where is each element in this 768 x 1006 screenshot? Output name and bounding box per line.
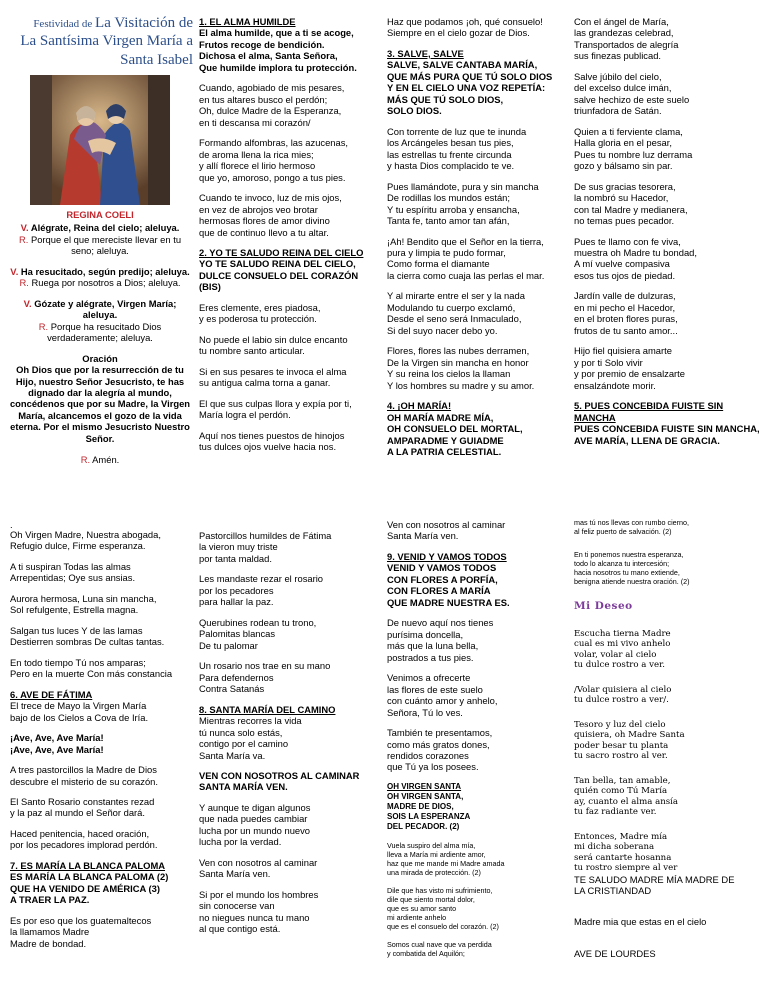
song-8-stanza: Ven con nosotros al caminar Santa María ven. (199, 856, 318, 880)
stanza: Aurora hermosa, Luna sin mancha, Sol refulgente, Estrella magna. (10, 592, 157, 616)
song-2-stanza: Si en sus pesares te invoca el alma su antigua calma torna a ganar. (199, 365, 347, 389)
song-4-stanza: De sus gracias tesorera, la nombró su Hacedor, con tal Madre y medianera, no temas pues pecador. (574, 180, 688, 227)
mi-deseo-stanza: Escucha tierna Madre cual es mi vivo anhelo volar, volar al cielo tu dulce rostro a ver. (574, 628, 671, 671)
mi-deseo-stanza: Tesoro y luz del cielo quisiera, oh Madre Santa poder besar tu planta tu sacro rostro al ver. (574, 719, 685, 762)
column-songs-4-5 (574, 16, 762, 486)
virgen-santa-stanza: Somos cual nave que va perdida y combatida del Aquilón; (387, 939, 492, 958)
song-7-stanza: Pastorcillos humildes de Fátima la vieron muy triste por tanta maldad. (199, 530, 332, 564)
song-3-heading: 3. SALVE, SALVE (387, 47, 464, 59)
visitation-painting-image (30, 75, 170, 205)
song-3-stanza: Pues llamándote, pura y sin mancha De rodillas los mundos están; Y tu espíritu arroba y ensancha, Tanta fe, tanto amor tan afán, (387, 180, 539, 227)
amen-text: Amén. (90, 454, 120, 466)
song-7-stanza: Un rosario nos trae en su mano Para defendernos Contra Satanás (199, 660, 331, 695)
visitation-painting-icon (30, 75, 170, 205)
song-7-stanza: Querubines rodean tu trono, Palomitas blancas De tu palomar (199, 616, 317, 651)
song-4-stanza: Con el ángel de María, las grandezas celebrad, Transportados de alegría sus finezas publicad. (574, 16, 679, 62)
response-text: Porque el que mereciste llevar en tu seno; aleluya. (28, 233, 182, 257)
response-text: Ruega por nosotros a Dios; aleluya. (28, 277, 181, 289)
song-9-heading: 9. VENID Y VAMOS TODOS (387, 550, 507, 562)
column-songs-8-9 (387, 519, 567, 1004)
mi-deseo-stanza: /Volar quisiera al cielo tu dulce rostro a ver/. (574, 684, 672, 706)
song-6-stanza: Haced penitencia, haced oración, por los pecadores implorad perdón. (10, 827, 158, 851)
regina-coeli-v3 (7, 298, 193, 344)
mi-deseo-title: Mi Deseo (574, 600, 633, 612)
song-9-stanza: También te presentamos, como más gratos dones, rendidos corazones que Tú ya los posees. (387, 727, 493, 773)
song-7-stanza: Es por eso que los guatemaltecos la llamamos Madre Madre de bondad. (10, 914, 152, 949)
song-1-stanza: Formando alfombras, las azucenas, de aroma llena la rica mies; y allí florece el lirio hermoso que yo, amoroso, pongo a tus pies. (199, 137, 349, 183)
ave-de-lourdes-title: AVE DE LOURDES (574, 947, 656, 959)
song-7-chorus: ES MARÍA LA BLANCA PALOMA (2) QUE HA VENIDO DE AMÉRICA (3) A TRAER LA PAZ. (10, 871, 169, 906)
festivity-prefix: Festividad de (33, 18, 96, 30)
column-mi-deseo (574, 518, 764, 1004)
column-songs-6-7 (10, 520, 195, 1004)
song-2-chorus: YO TE SALUDO REINA DEL CIELO, DULCE CONSUELO DEL CORAZÓN (BIS) (199, 258, 359, 293)
virgen-santa-stanza: En ti ponemos nuestra esperanza, todo lo alcanza tu intercesión; hacia nosotros tu mano extiende, benigna atiende nuestra oración. (2) (574, 550, 690, 586)
song-7-stanza: Les mandaste rezar el rosario por los pecadores para hallar la paz. (199, 573, 324, 608)
festivity-line-2: La Santísima Virgen María a (20, 33, 193, 50)
column-songs-1-2 (199, 16, 379, 486)
stray-dot: . (10, 520, 13, 530)
versicle-mark: V. (20, 222, 29, 234)
stanza: Oh Virgen Madre, Nuestra abogada, Refugio dulce, Firme esperanza. (10, 529, 161, 552)
song-6-stanza: A tres pastorcillos la Madre de Dios descubre el misterio de su corazón. (10, 764, 158, 787)
te-saludo-title: TE SALUDO MADRE MÍA MADRE DE LA CRISTIANDAD (574, 873, 735, 896)
song-1-stanza: Cuando te invoco, luz de mis ojos, en vez de abrojos veo brotar hermosas flores de amor divino que de continuo llevo a tu altar. (199, 192, 342, 238)
song-3-stanza: ¡Ah! Bendito que el Señor en la tierra, pura y limpia te pudo formar, Como forma el diamante la cierra como cuaja las perlas el mar. (387, 235, 545, 281)
stanza: Salgan tus luces Y de las lamas Destierren sombras De cultas tantas. (10, 624, 165, 648)
stanza: En todo tiempo Tú nos amparas; Pero en la muerte Con más constancia (10, 656, 173, 680)
song-3-stanza: Y al mirarte entre el ser y la nada Modulando tu cuerpo exclamó, Desde el seno será Inmaculado, Si del suyo nacer debo yo. (387, 290, 525, 336)
festivity-line-1: La Visitación de (95, 15, 193, 31)
song-2-stanza: El que sus culpas llora y expía por ti, María logra el perdón. (199, 397, 352, 421)
song-4-stanza: Hijo fiel quisiera amarte y por ti Solo vivir y por premio de ensalzarte ensalzándote morir. (574, 345, 685, 391)
song-8-stanza: Ven con nosotros al caminar Santa María ven. (387, 519, 506, 542)
response-text: Porque ha resucitado Dios verdaderamente; aleluya. (47, 320, 162, 344)
song-4-chorus: OH MARÍA MADRE MÍA, OH CONSUELO DEL MORTAL, AMPARADME Y GUIADME A LA PATRIA CELESTIAL. (387, 411, 523, 457)
song-9-stanza: De nuevo aquí nos tienes purísima doncella, más que la luna bella, postrados a tus pies. (387, 617, 494, 663)
festivity-line-3: Santa Isabel (120, 51, 193, 68)
regina-coeli-v2 (7, 266, 193, 289)
song-2-stanza: No puede el labio sin dulce encanto tu nombre santo articular. (199, 333, 348, 357)
song-4-heading: 4. ¡OH MARÍA! (387, 400, 452, 412)
madre-mia-title: Madre mia que estas en el cielo (574, 916, 707, 928)
song-2-stanza: Eres clemente, eres piadosa, y es poderosa tu protección. (199, 301, 321, 325)
song-1-stanza: Cuando, agobiado de mis pesares, en tus altares busco el perdón; Oh, dulce Madre de la Esperanza, en ti descansa mi corazón/ (199, 82, 345, 128)
song-9-stanza: Venimos a ofrecerte las flores de este suelo con cuánto amor y anhelo, Señora, Tú lo ves. (387, 672, 498, 718)
versicle-text: Alégrate, Reina del cielo; aleluya. (28, 222, 180, 234)
regina-coeli-v1 (7, 222, 193, 256)
song-4-stanza: Pues te llamo con fe viva, muestra oh Madre tu bondad, A mí vuelve compasiva esos tus ojos de piedad. (574, 235, 697, 281)
virgen-santa-chorus: OH VIRGEN SANTA, MADRE DE DIOS, SOIS LA ESPERANZA DEL PECADOR. (2) (387, 791, 471, 831)
song-8-stanza: Mientras recorres la vida tú nunca solo estás, contigo por el camino Santa María va. (199, 715, 302, 761)
response-mark: R. (80, 454, 91, 466)
song-9-chorus: VENID Y VAMOS TODOS CON FLORES A PORFÍA, CON FLORES A MARÍA QUE MADRE NUESTRA ES. (387, 562, 510, 608)
stanza: A ti suspiran Todas las almas Arrepentidas; Oye sus ansias. (10, 560, 136, 584)
response-mark: R. (19, 277, 29, 289)
song-1-chorus: El alma humilde, que a ti se acoge, Frutos recoge de bendición. Dichosa el alma, Santa Señora, Que humilde implora tu protección. (199, 27, 357, 73)
song-1-heading: 1. EL ALMA HUMILDE (199, 16, 296, 27)
song-3-chorus: SALVE, SALVE CANTABA MARÍA, QUE MÁS PURA QUE TÚ SOLO DIOS Y EN EL CIELO UNA VOZ REPETÍA: MÁS QUE TÚ SOLO DIOS, SOLO DIOS. (387, 59, 553, 117)
festivity-heading (7, 14, 193, 69)
versicle-mark: V. (10, 265, 19, 277)
virgen-santa-stanza: Vuela suspiro del alma mía, lleva a María mi ardiente amor, haz que me mande mi Madre amada una mirada de protección. (2) (387, 840, 505, 877)
versicle-text: Gózate y alégrate, Virgen María; aleluya. (31, 297, 177, 321)
song-5-chorus: PUES CONCEBIDA FUISTE SIN MANCHA, AVE MARÍA, LLENA DE GRACIA. (574, 423, 760, 446)
amen-line (7, 454, 193, 465)
regina-coeli-title: REGINA COELI (66, 208, 134, 220)
song-2-stanza: Haz que podamos ¡oh, qué consuelo! Siempre en el cielo gozar de Dios. (387, 16, 543, 39)
song-8-stanza: Y aunque te digan algunos que nada puedes cambiar lucha por un mundo nuevo lucha por la verdad. (199, 801, 311, 848)
mi-deseo-stanza: Entonces, Madre mía mi dicha soberana será cantarte hosanna tu rostro siempre al ver (574, 831, 678, 874)
song-2-stanza: Aquí nos tienes puestos de hinojos tus dulces ojos vuelve hacia nos. (199, 429, 345, 453)
oracion-title: Oración (82, 352, 118, 364)
response-mark: R. (38, 320, 49, 332)
song-8-heading: 8. SANTA MARÍA DEL CAMINO (199, 703, 336, 715)
virgen-santa-stanza: mas tú nos llevas con rumbo cierno, al feliz puerto de salvación. (2) (574, 518, 690, 536)
versicle-mark: V. (23, 297, 32, 309)
song-4-stanza: Salve júbilo del cielo, del excelso dulce imán, salve hechizo de este suelo triunfadora de Satán. (574, 70, 690, 117)
song-5-heading: 5. PUES CONCEBIDA FUISTE SIN MANCHA (574, 400, 724, 423)
song-8-chorus: VEN CON NOSOTROS AL CAMINAR SANTA MARÍA VEN. (199, 769, 360, 793)
mi-deseo-stanza: Tan bella, tan amable, quién como Tú María ay, cuanto el alma ansía tu faz radiante ver. (574, 775, 679, 818)
song-7-heading: 7. ES MARÍA LA BLANCA PALOMA (10, 859, 166, 871)
versicle-text: Ha resucitado, según predijo; aleluya. (18, 265, 190, 277)
song-3-stanza: Con torrente de luz que te inunda los Arcángeles besan tus pies, las estrellas tu frente circunda y hasta Dios complacido te ve. (387, 125, 527, 172)
song-6-chorus: ¡Ave, Ave, Ave María! ¡Ave, Ave, Ave María! (10, 732, 104, 755)
song-8-stanza: Si por el mundo los hombres sin conocerse van no niegues nunca tu mano al que contigo está. (199, 888, 319, 935)
oracion-text: Oh Dios que por la resurrección de tu Hijo, nuestro Señor Jesucristo, te has dignado dar la alegría al mundo, concédenos que por su Madre, la Virgen María, alcancemos el gozo de la vida eterna. Por el mismo Jesucristo Nuestro Señor. (9, 364, 191, 444)
song-2-heading: 2. YO TE SALUDO REINA DEL CIELO (199, 246, 364, 258)
column-songs-7-8 (199, 530, 379, 1004)
song-3-stanza: Flores, flores las nubes derramen, De la Virgen sin mancha en honor Y su reina los cielos la llaman Y los hombres su madre y su amor. (387, 345, 535, 391)
song-6-stanza: El Santo Rosario constantes rezad y la paz al mundo el Señor dará. (10, 795, 155, 819)
song-6-heading: 6. AVE DE FÁTIMA (10, 688, 93, 700)
virgen-santa-heading: OH VIRGEN SANTA (387, 781, 462, 791)
song-4-stanza: Quien a ti ferviente clama, Halla gloria en el pesar, Pues tu nombre luz derrama gozo y bálsamo sin par. (574, 125, 693, 172)
response-mark: R. (18, 233, 29, 245)
song-6-stanza: El trece de Mayo la Virgen María bajo de los Cielos a Cova de Iría. (10, 700, 149, 723)
virgen-santa-stanza: Dile que has visto mi sufrimiento, dile que siento mortal dolor, que es su amor santo mi ardiente anhelo que es el consuelo del corazón. (2) (387, 885, 499, 931)
column-songs-3-4 (387, 16, 567, 486)
column-regina-coeli (7, 14, 193, 484)
song-4-stanza: Jardín valle de dulzuras, en mi pecho el Hacedor, en el broten flores puras, frutos de tu santo amor... (574, 290, 678, 336)
